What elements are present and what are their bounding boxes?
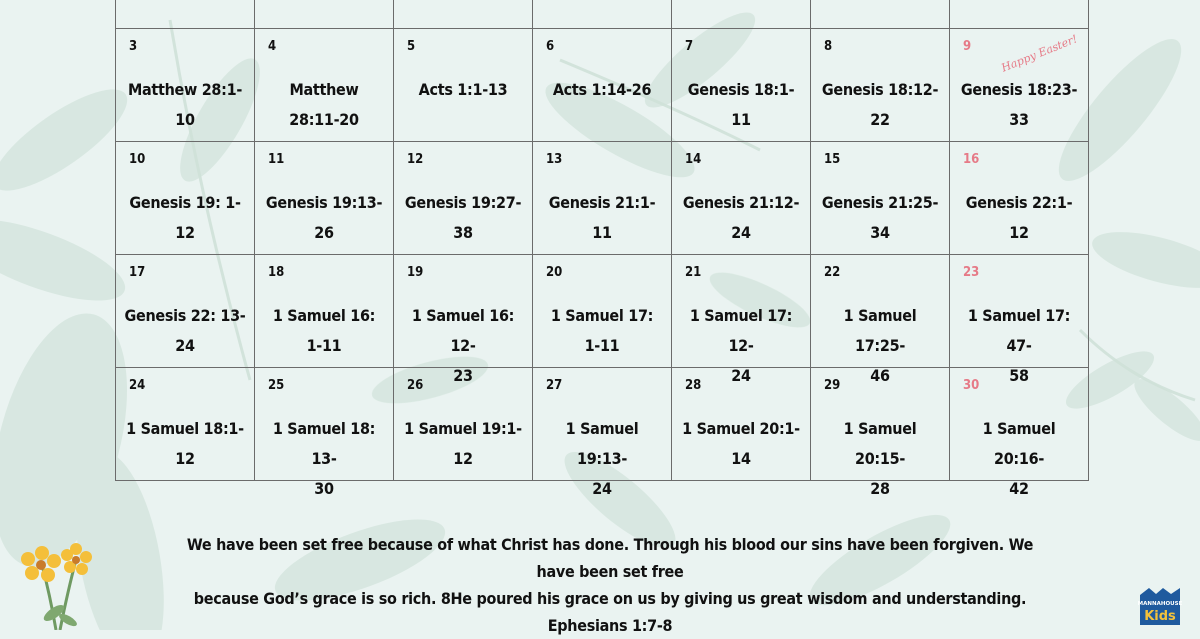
reading: Acts 1:14-26 xyxy=(552,80,652,99)
day-number: 8 xyxy=(824,39,833,54)
day-number: 16 xyxy=(963,152,980,167)
calendar-cell xyxy=(672,0,811,29)
day-number: 6 xyxy=(546,39,555,54)
day-number: 15 xyxy=(824,152,841,167)
calendar-day-cell xyxy=(116,255,255,368)
calendar-day-cell xyxy=(255,368,394,498)
day-number: 13 xyxy=(546,152,563,167)
reading: Genesis 21:1-11 xyxy=(548,193,656,242)
calendar-day-cell xyxy=(811,255,950,385)
calendar-day-cell xyxy=(811,368,950,498)
calendar-day-cell xyxy=(255,255,394,368)
calendar-day-cell xyxy=(116,142,255,255)
reading: 1 Samuel 20:16- 42 xyxy=(982,419,1056,498)
day-number: 24 xyxy=(129,378,146,393)
calendar-day-cell xyxy=(394,142,533,255)
reading: Matthew 28:11-20 xyxy=(289,80,359,129)
calendar-day-cell xyxy=(672,142,811,255)
calendar-cell xyxy=(116,0,255,29)
day-number: 3 xyxy=(129,39,138,54)
reading: 1 Samuel 16: 1-11 xyxy=(272,306,376,355)
day-number: 11 xyxy=(268,152,285,167)
calendar-row-previous xyxy=(116,0,1089,29)
reading: Genesis 19:13- 26 xyxy=(265,193,383,242)
verse-line: We have been set free because of what Christ has done. Through his blood our sins have been forgiven. We have been set free xyxy=(186,535,1034,581)
reading: Matthew 28:1-10 xyxy=(127,80,242,129)
day-number: 19 xyxy=(407,265,424,280)
reading: 1 Samuel 17: 1-11 xyxy=(550,306,654,355)
calendar-cell xyxy=(255,0,394,29)
calendar-week xyxy=(116,29,1089,142)
calendar-day-cell xyxy=(394,29,533,142)
reading: 1 Samuel 18: 13- 30 xyxy=(272,419,376,498)
calendar-day-cell xyxy=(255,29,394,142)
calendar-cell xyxy=(533,0,672,29)
calendar-day-cell xyxy=(950,255,1089,385)
day-number: 12 xyxy=(407,152,424,167)
reading: Genesis 18:1-11 xyxy=(687,80,795,129)
day-number: 26 xyxy=(407,378,424,393)
day-number: 9 xyxy=(963,39,972,54)
day-number: 22 xyxy=(824,265,841,280)
calendar-day-cell xyxy=(533,29,672,142)
calendar-day-cell xyxy=(950,368,1089,498)
calendar-day-cell xyxy=(533,142,672,255)
day-number: 30 xyxy=(963,378,980,393)
calendar-day-cell xyxy=(672,29,811,142)
day-number: 7 xyxy=(685,39,694,54)
day-number: 25 xyxy=(268,378,285,393)
calendar-day-cell xyxy=(533,255,672,368)
flower-icon xyxy=(10,535,100,630)
day-number: 29 xyxy=(824,378,841,393)
happy-easter-note: Happy Easter! xyxy=(999,32,1080,75)
calendar-day-cell xyxy=(672,255,811,385)
calendar-day-cell xyxy=(394,368,533,481)
calendar-cell xyxy=(811,0,950,29)
day-number: 23 xyxy=(963,265,980,280)
logo-main-text: Kids xyxy=(1144,609,1176,624)
day-number: 18 xyxy=(268,265,285,280)
verse-reference: Ephesians 1:7-8 xyxy=(547,616,673,635)
reading: Genesis 19: 1-12 xyxy=(129,193,241,242)
scripture-verse xyxy=(170,531,1050,639)
reading: Genesis 21:25- 34 xyxy=(821,193,939,242)
mannahouse-kids-logo xyxy=(1138,583,1182,627)
reading: 1 Samuel 17: 47- 58 xyxy=(967,306,1071,385)
reading: 1 Samuel 17:25- 46 xyxy=(843,306,917,385)
reading: 1 Samuel 20:15- 28 xyxy=(843,419,917,498)
calendar-cell xyxy=(950,0,1089,29)
day-number: 21 xyxy=(685,265,702,280)
calendar-day-cell xyxy=(672,368,811,481)
reading: Genesis 22:1-12 xyxy=(965,193,1073,242)
reading: Acts 1:1-13 xyxy=(418,80,508,99)
verse-line: because God’s grace is so rich. 8He poured his grace on us by giving us great wisdom and understanding. xyxy=(193,589,1027,608)
calendar-day-cell xyxy=(116,368,255,481)
calendar-day-cell xyxy=(950,29,1089,142)
calendar-day-cell xyxy=(116,29,255,142)
reading: 1 Samuel 19:13- 24 xyxy=(565,419,639,498)
day-number: 10 xyxy=(129,152,146,167)
calendar-cell xyxy=(394,0,533,29)
calendar-week xyxy=(116,142,1089,255)
calendar-day-cell xyxy=(533,368,672,498)
day-number: 14 xyxy=(685,152,702,167)
calendar-day-cell xyxy=(811,29,950,142)
reading: Genesis 22: 13- 24 xyxy=(124,306,246,355)
reading: 1 Samuel 16: 12- 23 xyxy=(411,306,515,385)
day-number: 20 xyxy=(546,265,563,280)
day-number: 28 xyxy=(685,378,702,393)
reading: Genesis 18:23- 33 xyxy=(960,80,1078,129)
calendar-day-cell xyxy=(950,142,1089,255)
day-number: 5 xyxy=(407,39,416,54)
logo-top-text: MANNAHOUSE xyxy=(1138,601,1182,607)
calendar-day-cell xyxy=(394,255,533,385)
reading: 1 Samuel 19:1-12 xyxy=(404,419,522,468)
calendar-day-cell xyxy=(255,142,394,255)
reading: Genesis 19:27- 38 xyxy=(404,193,522,242)
day-number: 4 xyxy=(268,39,277,54)
day-number: 27 xyxy=(546,378,563,393)
day-number: 17 xyxy=(129,265,146,280)
calendar-week xyxy=(116,368,1089,481)
calendar-week xyxy=(116,255,1089,368)
reading: Genesis 18:12- 22 xyxy=(821,80,939,129)
reading: 1 Samuel 20:1- 14 xyxy=(682,419,800,468)
calendar-day-cell xyxy=(811,142,950,255)
calendar-grid xyxy=(115,0,1089,498)
reading: 1 Samuel 17: 12- 24 xyxy=(689,306,793,385)
reading: Genesis 21:12- 24 xyxy=(682,193,800,242)
reading: 1 Samuel 18:1-12 xyxy=(126,419,244,468)
